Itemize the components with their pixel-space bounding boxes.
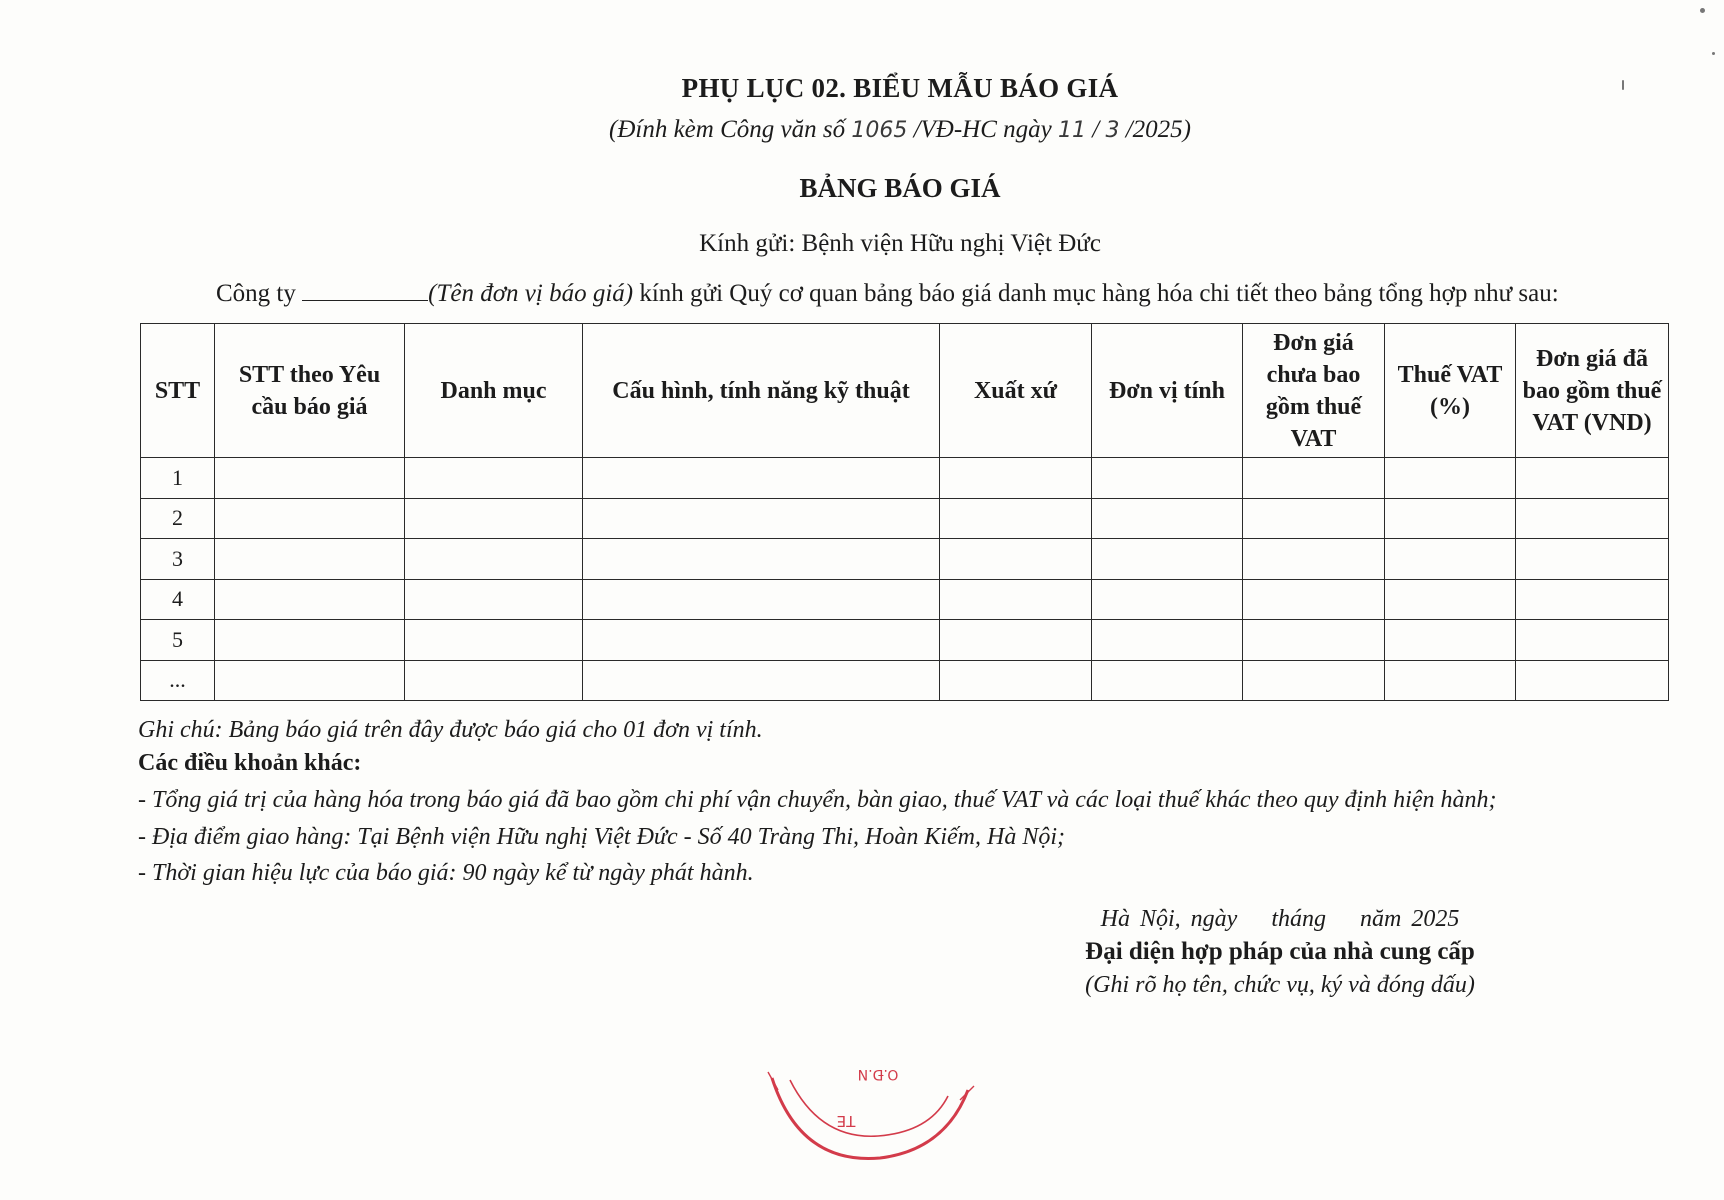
table-header-row xyxy=(141,324,1669,458)
terms-title: Các điều khoản khác: xyxy=(138,750,362,776)
signature-date xyxy=(1000,906,1560,933)
table-cell[interactable] xyxy=(215,458,405,499)
table-cell[interactable] xyxy=(1385,539,1516,580)
table-cell[interactable] xyxy=(215,660,405,701)
table-cell[interactable] xyxy=(1385,620,1516,661)
doc-number: 1065 xyxy=(851,118,908,143)
table-cell[interactable] xyxy=(940,458,1092,499)
table-cell[interactable] xyxy=(583,660,940,701)
col-price-excl-vat: Đơn giá chưa bao gồm thuế VAT xyxy=(1243,324,1385,458)
signature-role: Đại diện hợp pháp của nhà cung cấp xyxy=(1085,938,1475,965)
table-cell[interactable] xyxy=(940,498,1092,539)
table-cell[interactable] xyxy=(1243,620,1385,661)
table-cell[interactable] xyxy=(1516,539,1669,580)
subtitle-suffix: /2025) xyxy=(1125,116,1191,143)
table-cell[interactable] xyxy=(405,498,583,539)
table-cell[interactable] xyxy=(215,579,405,620)
table-cell[interactable] xyxy=(940,539,1092,580)
table-cell[interactable] xyxy=(1243,498,1385,539)
table-cell[interactable] xyxy=(1243,660,1385,701)
table-cell[interactable] xyxy=(1092,660,1243,701)
greeting: Kính gửi: Bệnh viện Hữu nghị Việt Đức xyxy=(699,230,1101,257)
table-cell[interactable] xyxy=(405,660,583,701)
table-cell[interactable] xyxy=(1092,458,1243,499)
row-number: 4 xyxy=(141,579,215,620)
table-cell[interactable] xyxy=(1516,620,1669,661)
table-cell[interactable] xyxy=(1385,498,1516,539)
table-row xyxy=(141,660,1669,701)
month-label: tháng xyxy=(1271,906,1326,932)
subtitle-mid: /VĐ-HC ngày xyxy=(913,116,1052,143)
table-cell[interactable] xyxy=(583,498,940,539)
table-cell[interactable] xyxy=(1516,498,1669,539)
table-cell[interactable] xyxy=(1385,579,1516,620)
table-cell[interactable] xyxy=(1516,579,1669,620)
table-cell[interactable] xyxy=(1243,458,1385,499)
intro-paragraph xyxy=(216,280,1559,308)
table-cell[interactable] xyxy=(1243,579,1385,620)
table-row xyxy=(141,620,1669,661)
col-category: Danh mục xyxy=(405,324,583,458)
table-cell[interactable] xyxy=(215,498,405,539)
col-origin: Xuất xứ xyxy=(940,324,1092,458)
table-cell[interactable] xyxy=(940,620,1092,661)
company-name-blank[interactable] xyxy=(302,280,428,301)
col-spec: Cấu hình, tính năng kỹ thuật xyxy=(583,324,940,458)
signature-hint: (Ghi rõ họ tên, chức vụ, ký và đóng dấu) xyxy=(1085,972,1475,998)
table-note: Ghi chú: Bảng báo giá trên đây được báo giá cho 01 đơn vị tính. xyxy=(138,717,763,743)
table-cell[interactable] xyxy=(1092,498,1243,539)
term-item: - Thời gian hiệu lực của báo giá: 90 ngày kể từ ngày phát hành. xyxy=(138,860,754,886)
table-cell[interactable] xyxy=(940,579,1092,620)
table-row xyxy=(141,498,1669,539)
company-label: Công ty xyxy=(216,280,296,307)
table-cell[interactable] xyxy=(583,539,940,580)
table-cell[interactable] xyxy=(1092,579,1243,620)
table-row xyxy=(141,579,1669,620)
svg-text:O.Đ.N: O.Đ.N xyxy=(857,1066,899,1082)
table-cell[interactable] xyxy=(940,660,1092,701)
term-item: - Địa điểm giao hàng: Tại Bệnh viện Hữu nghị Việt Đức - Số 40 Tràng Thi, Hoàn Kiếm, Hà Nội; xyxy=(138,824,1065,850)
table-row xyxy=(141,539,1669,580)
row-number: 1 xyxy=(141,458,215,499)
row-number: 5 xyxy=(141,620,215,661)
table-cell[interactable] xyxy=(405,620,583,661)
table-cell[interactable] xyxy=(405,458,583,499)
table-row xyxy=(141,458,1669,499)
intro-text: kính gửi Quý cơ quan bảng báo giá danh mục hàng hóa chi tiết theo bảng tổng hợp như sau: xyxy=(639,280,1559,307)
date-slash: / xyxy=(1092,116,1100,143)
svg-text:TE: TE xyxy=(836,1112,856,1130)
col-vat-rate: Thuế VAT (%) xyxy=(1385,324,1516,458)
doc-month: 3 xyxy=(1105,118,1120,143)
col-price-incl-vat: Đơn giá đã bao gồm thuế VAT (VND) xyxy=(1516,324,1669,458)
unit-hint: (Tên đơn vị báo giá) xyxy=(428,280,634,307)
table-cell[interactable] xyxy=(405,539,583,580)
table-cell[interactable] xyxy=(1092,620,1243,661)
table-cell[interactable] xyxy=(583,458,940,499)
document-title: PHỤ LỤC 02. BIỂU MẪU BÁO GIÁ xyxy=(681,73,1119,103)
table-cell[interactable] xyxy=(583,579,940,620)
table-cell[interactable] xyxy=(1092,539,1243,580)
col-stt: STT xyxy=(141,324,215,458)
col-request-stt: STT theo Yêu cầu báo giá xyxy=(215,324,405,458)
table-cell[interactable] xyxy=(1385,660,1516,701)
term-item: - Tổng giá trị của hàng hóa trong báo giá đã bao gồm chi phí vận chuyển, bàn giao, thuế VAT và các loại thuế khác theo quy định hiện hành; xyxy=(138,787,1497,813)
table-cell[interactable] xyxy=(1516,660,1669,701)
table-cell[interactable] xyxy=(583,620,940,661)
table-cell[interactable] xyxy=(215,620,405,661)
red-seal-stamp xyxy=(760,1050,990,1200)
quote-table xyxy=(140,323,1669,701)
table-cell[interactable] xyxy=(215,539,405,580)
table-cell[interactable] xyxy=(1385,458,1516,499)
year-label: năm 2025 xyxy=(1360,906,1460,932)
document-subtitle xyxy=(0,116,1724,144)
row-number: 3 xyxy=(141,539,215,580)
quote-heading: BẢNG BÁO GIÁ xyxy=(799,173,1001,203)
table-cell[interactable] xyxy=(405,579,583,620)
table-cell[interactable] xyxy=(1516,458,1669,499)
place-date-label: Hà Nội, ngày xyxy=(1100,906,1238,932)
doc-day: 11 xyxy=(1058,118,1086,143)
table-cell[interactable] xyxy=(1243,539,1385,580)
col-unit: Đơn vị tính xyxy=(1092,324,1243,458)
row-number: 2 xyxy=(141,498,215,539)
row-number: ... xyxy=(141,660,215,701)
subtitle-prefix: (Đính kèm Công văn số xyxy=(609,116,846,143)
